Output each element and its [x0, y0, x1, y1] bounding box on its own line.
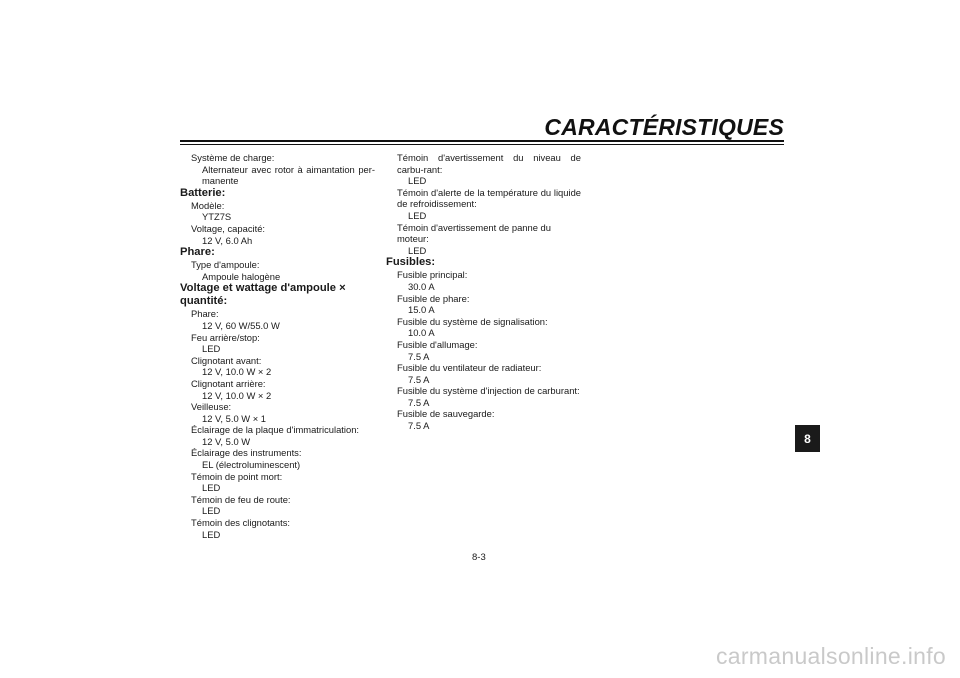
spec-label: Système de charge: [191, 152, 275, 163]
spec-value: LED [408, 175, 427, 187]
spec-label: Fusible du ventilateur de radiateur: [397, 362, 542, 374]
spec-value: 12 V, 10.0 W × 2 [202, 366, 272, 378]
spec-value: LED [202, 528, 221, 540]
spec-label: Éclairage des instruments: [191, 447, 302, 459]
spec-value: 7.5 A [408, 396, 430, 408]
right-column [386, 152, 581, 432]
spec-heading: Fusibles: [386, 256, 436, 269]
spec-label: Feu arrière/stop: [191, 331, 260, 343]
spec-value: LED [202, 343, 221, 355]
spec-value: 12 V, 5.0 W [202, 435, 251, 447]
spec-label: Fusible du système de signalisation: [397, 315, 548, 327]
spec-value: LED [408, 209, 427, 221]
spec-label: Témoin d'alerte de la température du liquide de refroidissement: [397, 186, 581, 210]
spec-label: Phare: [191, 308, 219, 320]
spec-label: Fusible de phare: [397, 292, 470, 304]
spec-value: LED [408, 244, 427, 256]
spec-label: Témoin d'avertissement de panne du moteur: [397, 221, 551, 245]
spec-value: 10.0 A [408, 327, 435, 339]
header-rule-thin [180, 144, 784, 145]
spec-value: 7.5 A [408, 420, 430, 432]
spec-label: Témoin de point mort: [191, 470, 283, 482]
spec-value: LED [202, 505, 221, 517]
spec-label: Fusible du système d'injection de carburant: [397, 385, 580, 397]
spec-value: Ampoule halogène [202, 270, 281, 282]
spec-value: 7.5 A [408, 350, 430, 362]
spec-label: Clignotant avant: [191, 354, 262, 366]
page-title: CARACTÉRISTIQUES [544, 114, 784, 140]
left-column [180, 152, 375, 540]
spec-heading: Voltage et wattage d'ampoule × quantité: [180, 282, 346, 308]
spec-heading: Batterie: [180, 186, 226, 199]
spec-label: Voltage, capacité: [191, 222, 266, 234]
spec-label: Fusible d'allumage: [397, 338, 478, 350]
spec-value: 30.0 A [408, 280, 435, 292]
spec-value: 12 V, 10.0 W × 2 [202, 389, 272, 401]
spec-value: Alternateur avec rotor à aimantation per-manente [202, 163, 375, 187]
spec-label: Fusible de sauvegarde: [397, 408, 495, 420]
spec-heading: Phare: [180, 246, 215, 259]
spec-label: Veilleuse: [191, 401, 232, 413]
spec-label: Témoin des clignotants: [191, 517, 291, 529]
spec-value: 12 V, 60 W/55.0 W [202, 319, 280, 331]
spec-value: 12 V, 6.0 Ah [202, 234, 253, 246]
chapter-tab: 8 [795, 425, 820, 452]
spec-value: 15.0 A [408, 304, 435, 316]
header-rule-thick [180, 140, 784, 142]
spec-label: Type d'ampoule: [191, 259, 260, 271]
spec-label: Clignotant arrière: [191, 377, 266, 389]
spec-value: YTZ7S [202, 211, 232, 223]
spec-value: EL (électroluminescent) [202, 459, 301, 471]
spec-label: Témoin de feu de route: [191, 493, 291, 505]
spec-label: Fusible principal: [397, 269, 468, 281]
page-number: 8-3 [472, 552, 486, 563]
spec-label: Témoin d'avertissement du niveau de carbu-rant: [397, 152, 581, 175]
spec-value: 7.5 A [408, 373, 430, 385]
watermark: carmanualsonline.info [715, 643, 946, 669]
spec-label: Modèle: [191, 199, 225, 211]
spec-value: 12 V, 5.0 W × 1 [202, 412, 267, 424]
spec-label: Éclairage de la plaque d'immatriculation: [191, 424, 360, 436]
spec-value: LED [202, 482, 221, 494]
